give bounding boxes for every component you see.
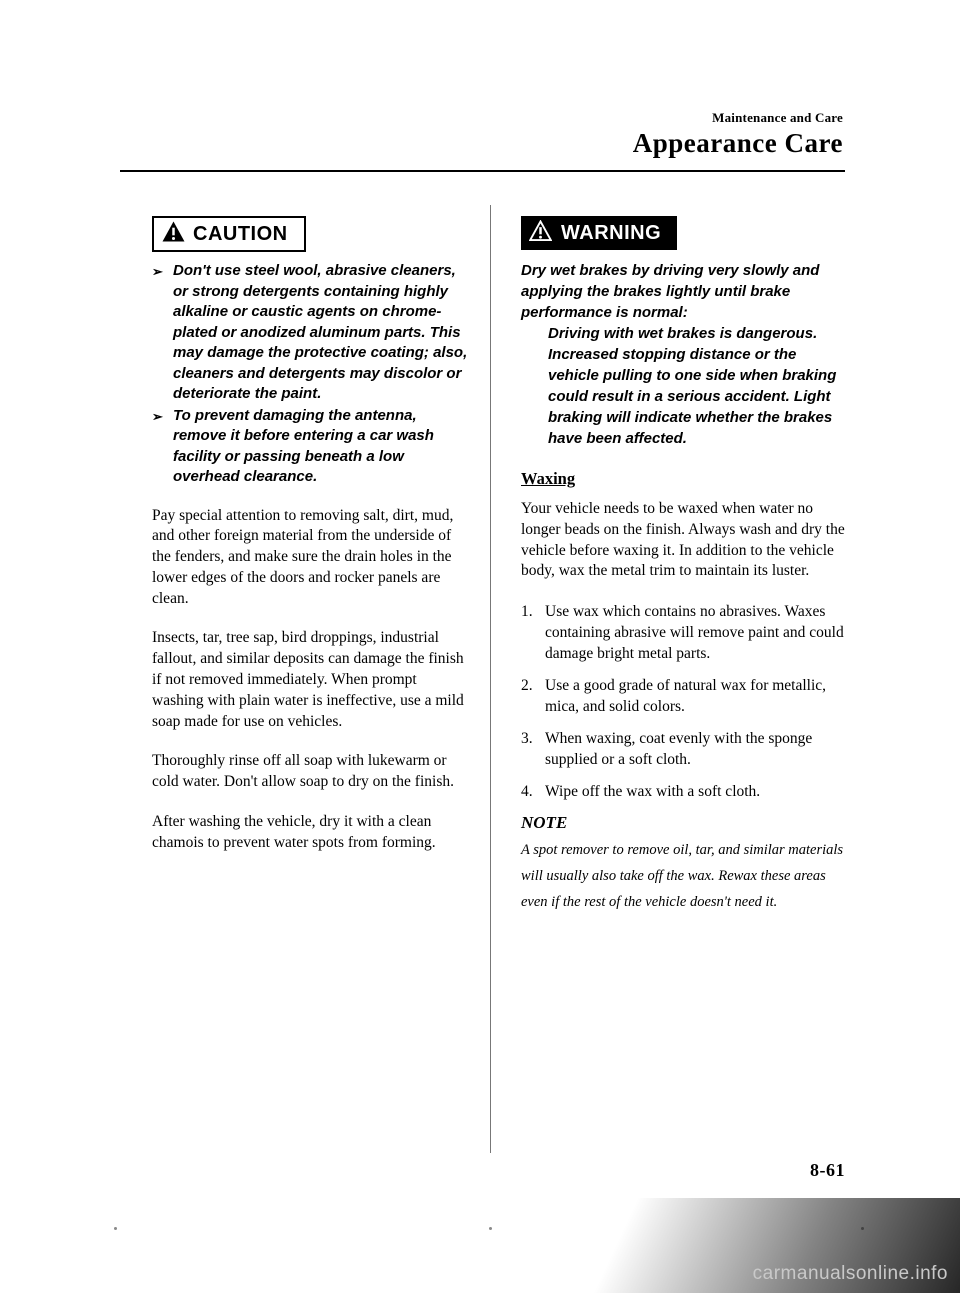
warning-triangle-icon <box>529 220 552 246</box>
waxing-intro: Your vehicle needs to be waxed when water no longer beads on the finish. Always wash and dry the vehicle before waxing it. In addition to the vehicle body, wax the metal trim to maintain its luster. <box>521 500 845 580</box>
caution-item <box>152 261 470 405</box>
caution-item-text: Don't use steel wool, abrasive cleaners, or strong detergents containing highly alkaline or caustic agents on chrome-plated or anodized aluminum parts. This may damage the protective coating; also, cleaners and detergents may discolor or deteriorate the paint. <box>173 262 468 402</box>
step-number: 3. <box>521 730 533 748</box>
step-number: 4. <box>521 783 533 801</box>
warning-lead: Dry wet brakes by driving very slowly and applying the brakes lightly until brake performance is normal: <box>521 262 820 321</box>
arrow-bullet-icon: ➢ <box>152 408 163 424</box>
warning-box <box>521 216 677 250</box>
step-number: 1. <box>521 603 533 621</box>
page-title: Appearance Care <box>632 128 843 158</box>
step-number: 2. <box>521 677 533 695</box>
section-heading-waxing: Waxing <box>521 469 576 488</box>
caution-item-text: To prevent damaging the antenna, remove it before entering a car wash facility or passing beneath a low overhead clearance. <box>173 406 434 485</box>
waxing-steps <box>521 601 845 802</box>
step-text: When waxing, coat evenly with the sponge supplied or a soft cloth. <box>545 730 813 769</box>
body-paragraphs <box>152 506 470 854</box>
right-column <box>521 216 845 915</box>
warning-body: Driving with wet brakes is dangerous. Increased stopping distance or the vehicle pulling to one side when braking could result in a serious accident. Light braking will indicate whether the brakes have been affected. <box>548 325 837 447</box>
warning-label: WARNING <box>561 221 662 244</box>
watermark-area <box>440 1198 960 1293</box>
paragraph: Pay special attention to removing salt, dirt, mud, and other foreign material from the underside of the fenders, and make sure the drain holes in the lower edges of the doors and rocker panels are clean. <box>152 506 454 607</box>
list-item <box>521 781 845 802</box>
caution-label: CAUTION <box>193 222 288 245</box>
note-heading: NOTE <box>521 813 568 833</box>
paragraph: After washing the vehicle, dry it with a clean chamois to prevent water spots from forming. <box>152 813 436 851</box>
chapter-label: Maintenance and Care <box>712 110 843 125</box>
arrow-bullet-icon: ➢ <box>152 264 163 279</box>
list-item <box>521 675 845 717</box>
caution-item <box>152 406 470 488</box>
watermark-text: carmanualsonline.info <box>752 1263 948 1284</box>
step-text: Wipe off the wax with a soft cloth. <box>545 783 761 801</box>
list-item <box>521 728 845 770</box>
left-column <box>152 216 470 854</box>
page-header <box>633 110 843 159</box>
paragraph: Thoroughly rinse off all soap with lukewarm or cold water. Don't allow soap to dry on the finish. <box>152 752 454 791</box>
step-text: Use a good grade of natural wax for metallic, mica, and solid colors. <box>545 677 827 716</box>
print-registration-mark <box>114 1227 117 1230</box>
list-item <box>521 601 845 664</box>
page-number: 8-61 <box>810 1160 845 1180</box>
header-divider <box>120 170 845 172</box>
caution-box <box>152 216 306 252</box>
warning-triangle-icon <box>162 221 185 247</box>
step-text: Use wax which contains no abrasives. Waxes containing abrasive will remove paint and could damage bright metal parts. <box>545 603 844 663</box>
column-divider <box>490 205 491 1153</box>
paragraph: Insects, tar, tree sap, bird droppings, industrial fallout, and similar deposits can damage the finish if not removed immediately. When prompt washing with plain water is ineffective, use a mild soap made for use on vehicles. <box>152 629 464 730</box>
note-body: A spot remover to remove oil, tar, and similar materials will usually also take off the wax. Rewax these areas even if the rest of the vehicle doesn't need it. <box>521 842 844 911</box>
